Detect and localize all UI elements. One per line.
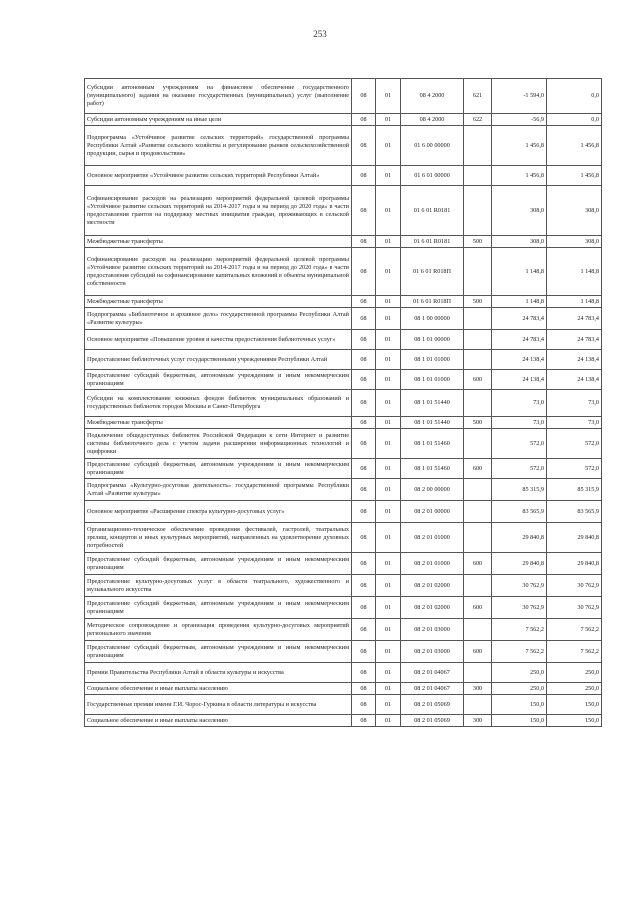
row-expense-type-code: [464, 308, 492, 330]
row-expense-type-code: 500: [464, 296, 492, 308]
row-section-code: 08: [352, 641, 376, 663]
row-section-code: 08: [352, 350, 376, 370]
row-amount-1: 73,0: [492, 390, 547, 417]
row-subsection-code: 01: [376, 186, 401, 236]
row-section-code: 08: [352, 523, 376, 553]
row-target-article-code: 08 2 01 02000: [401, 575, 464, 597]
row-section-code: 08: [352, 248, 376, 296]
row-expense-type-code: 600: [464, 641, 492, 663]
row-expense-type-code: 600: [464, 459, 492, 479]
row-section-code: 08: [352, 308, 376, 330]
row-name: Софинансирование расходов на реализацию мероприятий федеральной целевой программы «Устойчивое развитие сельских территорий на 2014-2017 годы и на период до 2020 года» в части предоставления грантов на поддержку местных инициатив граждан, проживающих в сельской местности: [85, 186, 352, 236]
row-subsection-code: 01: [376, 501, 401, 523]
row-expense-type-code: [464, 126, 492, 166]
row-amount-1: 24 783,4: [492, 308, 547, 330]
table-row: [85, 715, 602, 727]
row-amount-2: 24 138,4: [547, 370, 602, 390]
row-subsection-code: 01: [376, 695, 401, 715]
row-amount-2: 7 562,2: [547, 641, 602, 663]
row-subsection-code: 01: [376, 236, 401, 248]
row-section-code: 08: [352, 390, 376, 417]
row-section-code: 08: [352, 236, 376, 248]
table-row: [85, 597, 602, 619]
row-subsection-code: 01: [376, 619, 401, 641]
row-name: Предоставление субсидий бюджетным, автономным учреждениям и иным некоммерческим организациям: [85, 370, 352, 390]
table-row: [85, 479, 602, 501]
row-expense-type-code: [464, 479, 492, 501]
row-amount-2: 24 783,4: [547, 308, 602, 330]
row-amount-1: -56,9: [492, 114, 547, 126]
row-amount-2: 1 456,8: [547, 166, 602, 186]
row-target-article-code: 01 6 01 00000: [401, 166, 464, 186]
row-name: Подпрограмма «Устойчивое развитие сельских территорий» государственной программы Республики Алтай «Развитие сельского хозяйства и регулирование рынков сельскохозяйственной продукции, сырья и продовольствия»: [85, 126, 352, 166]
row-section-code: 08: [352, 575, 376, 597]
row-section-code: 08: [352, 597, 376, 619]
row-name: Премии Правительства Республики Алтай в области культуры и искусства: [85, 663, 352, 683]
row-name: Основное мероприятие «Расширение спектра культурно-досуговых услуг»: [85, 501, 352, 523]
row-expense-type-code: 600: [464, 597, 492, 619]
row-target-article-code: 08 4 2000: [401, 114, 464, 126]
row-target-article-code: 08 1 01 00000: [401, 330, 464, 350]
row-expense-type-code: [464, 186, 492, 236]
row-subsection-code: 01: [376, 715, 401, 727]
row-amount-1: 30 762,9: [492, 597, 547, 619]
row-section-code: 08: [352, 619, 376, 641]
row-subsection-code: 01: [376, 663, 401, 683]
row-amount-2: 308,0: [547, 186, 602, 236]
row-amount-1: 85 315,9: [492, 479, 547, 501]
row-subsection-code: 01: [376, 641, 401, 663]
table-row: [85, 683, 602, 695]
row-amount-1: 83 565,9: [492, 501, 547, 523]
row-subsection-code: 01: [376, 459, 401, 479]
row-section-code: 08: [352, 715, 376, 727]
row-amount-2: 250,0: [547, 683, 602, 695]
row-target-article-code: 08 2 01 00000: [401, 501, 464, 523]
row-target-article-code: 08 2 01 04067: [401, 663, 464, 683]
row-name: Предоставление субсидий бюджетным, автономным учреждениям и иным некоммерческим организациям: [85, 459, 352, 479]
row-amount-1: 150,0: [492, 695, 547, 715]
row-name: Субсидии на комплектование книжных фондов библиотек муниципальных образований и государственных библиотек городов Москвы и Санкт-Петербурга: [85, 390, 352, 417]
row-name: Межбюджетные трансферты: [85, 296, 352, 308]
row-expense-type-code: [464, 663, 492, 683]
row-subsection-code: 01: [376, 575, 401, 597]
row-section-code: 08: [352, 683, 376, 695]
row-subsection-code: 01: [376, 417, 401, 429]
row-subsection-code: 01: [376, 126, 401, 166]
row-amount-1: 572,0: [492, 459, 547, 479]
table-row: [85, 417, 602, 429]
row-name: Методическое сопровождение и организация проведения культурно-досуговых мероприятий регионального значения: [85, 619, 352, 641]
row-name: Межбюджетные трансферты: [85, 236, 352, 248]
row-amount-2: 1 456,8: [547, 126, 602, 166]
row-expense-type-code: 300: [464, 683, 492, 695]
row-name: Предоставление субсидий бюджетным, автономным учреждениям и иным некоммерческим организациям: [85, 597, 352, 619]
row-expense-type-code: [464, 390, 492, 417]
row-target-article-code: 08 1 01 51460: [401, 429, 464, 459]
row-subsection-code: 01: [376, 523, 401, 553]
row-amount-2: 0,0: [547, 114, 602, 126]
budget-table-body: [85, 79, 602, 727]
row-target-article-code: 08 1 01 01000: [401, 370, 464, 390]
table-row: [85, 186, 602, 236]
row-target-article-code: 08 2 01 03000: [401, 619, 464, 641]
row-target-article-code: 08 1 01 51440: [401, 417, 464, 429]
row-target-article-code: 01 6 01 R018П: [401, 296, 464, 308]
table-row: [85, 429, 602, 459]
table-row: [85, 330, 602, 350]
row-amount-2: 150,0: [547, 695, 602, 715]
table-row: [85, 370, 602, 390]
row-name: Субсидии автономным учреждениям на иные цели: [85, 114, 352, 126]
table-row: [85, 501, 602, 523]
row-section-code: 08: [352, 296, 376, 308]
row-target-article-code: 08 4 2000: [401, 79, 464, 114]
row-amount-2: 29 840,8: [547, 523, 602, 553]
row-amount-2: 1 148,8: [547, 248, 602, 296]
row-subsection-code: 01: [376, 683, 401, 695]
row-section-code: 08: [352, 417, 376, 429]
table-row: [85, 236, 602, 248]
row-expense-type-code: [464, 350, 492, 370]
row-section-code: 08: [352, 330, 376, 350]
row-subsection-code: 01: [376, 308, 401, 330]
table-row: [85, 695, 602, 715]
row-expense-type-code: 500: [464, 417, 492, 429]
row-section-code: 08: [352, 479, 376, 501]
row-target-article-code: 01 6 00 00000: [401, 126, 464, 166]
row-subsection-code: 01: [376, 330, 401, 350]
row-name: Предоставление субсидий бюджетным, автономным учреждениям и иным некоммерческим организациям: [85, 641, 352, 663]
row-amount-2: 0,0: [547, 79, 602, 114]
row-target-article-code: 08 1 01 51440: [401, 390, 464, 417]
row-amount-1: 24 138,4: [492, 350, 547, 370]
row-subsection-code: 01: [376, 390, 401, 417]
row-subsection-code: 01: [376, 597, 401, 619]
row-amount-2: 308,0: [547, 236, 602, 248]
row-amount-2: 24 783,4: [547, 330, 602, 350]
row-name: Предоставление субсидий бюджетным, автономным учреждениям и иным некоммерческим организациям: [85, 553, 352, 575]
row-name: Государственные премии имени Г.И. Чорос-Гуркина в области литературы и искусства: [85, 695, 352, 715]
row-target-article-code: 08 2 01 04067: [401, 683, 464, 695]
row-name: Основное мероприятие «Повышение уровня и качества предоставления библиотечных услуг»: [85, 330, 352, 350]
row-amount-2: 572,0: [547, 459, 602, 479]
row-target-article-code: 08 2 01 03000: [401, 641, 464, 663]
row-amount-1: 73,0: [492, 417, 547, 429]
table-row: [85, 126, 602, 166]
row-expense-type-code: 600: [464, 370, 492, 390]
table-row: [85, 575, 602, 597]
row-subsection-code: 01: [376, 479, 401, 501]
row-amount-1: 30 762,9: [492, 575, 547, 597]
row-name: Предоставление культурно-досуговых услуг в области театрального, художественного и музыкального искусства: [85, 575, 352, 597]
row-amount-1: -1 594,0: [492, 79, 547, 114]
row-subsection-code: 01: [376, 248, 401, 296]
row-section-code: 08: [352, 663, 376, 683]
table-row: [85, 248, 602, 296]
row-expense-type-code: [464, 429, 492, 459]
table-row: [85, 308, 602, 330]
row-name: Предоставление библиотечных услуг государственными учреждениями Республики Алтай: [85, 350, 352, 370]
row-amount-2: 29 840,8: [547, 553, 602, 575]
row-section-code: 08: [352, 166, 376, 186]
row-expense-type-code: 622: [464, 114, 492, 126]
row-amount-2: 85 315,9: [547, 479, 602, 501]
row-name: Основное мероприятие «Устойчивое развитие сельских территорий Республики Алтай»: [85, 166, 352, 186]
row-amount-2: 7 562,2: [547, 619, 602, 641]
row-name: Подключение общедоступных библиотек Российской Федерации к сети Интернет и развитие системы библиотечного дела с учетом задачи расширения информационных технологий и оцифровки: [85, 429, 352, 459]
row-section-code: 08: [352, 695, 376, 715]
row-amount-2: 30 762,9: [547, 597, 602, 619]
row-target-article-code: 08 2 00 00000: [401, 479, 464, 501]
row-amount-2: 24 138,4: [547, 350, 602, 370]
row-subsection-code: 01: [376, 166, 401, 186]
row-name: Подпрограмма «Библиотечное и архивное дело» государственной программы Республики Алтай «Развитие культуры»: [85, 308, 352, 330]
row-target-article-code: 08 2 01 05069: [401, 695, 464, 715]
table-row: [85, 350, 602, 370]
row-amount-1: 308,0: [492, 236, 547, 248]
row-section-code: 08: [352, 501, 376, 523]
row-section-code: 08: [352, 459, 376, 479]
row-expense-type-code: [464, 523, 492, 553]
row-amount-1: 1 456,8: [492, 126, 547, 166]
row-name: Социальное обеспечение и иные выплаты населению: [85, 683, 352, 695]
row-amount-2: 83 565,9: [547, 501, 602, 523]
table-row: [85, 79, 602, 114]
row-name: Социальное обеспечение и иные выплаты населению: [85, 715, 352, 727]
row-amount-2: 73,0: [547, 390, 602, 417]
budget-table: [84, 78, 602, 727]
row-name: Субсидии автономным учреждениям на финансовое обеспечение государственного (муниципального) задания на оказание государственных (муниципальных) услуг (выполнение работ): [85, 79, 352, 114]
row-subsection-code: 01: [376, 553, 401, 575]
row-name: Организационно-техническое обеспечение проведения фестивалей, гастролей, театральных зрелищ, концертов и иных культурных мероприятий, направленных на удовлетворение духовных потребностей: [85, 523, 352, 553]
row-target-article-code: 08 1 00 00000: [401, 308, 464, 330]
row-amount-1: 7 562,2: [492, 641, 547, 663]
row-target-article-code: 01 6 01 R018П: [401, 248, 464, 296]
row-subsection-code: 01: [376, 429, 401, 459]
row-amount-1: 250,0: [492, 683, 547, 695]
row-amount-1: 24 138,4: [492, 370, 547, 390]
row-subsection-code: 01: [376, 370, 401, 390]
table-row: [85, 663, 602, 683]
row-expense-type-code: [464, 330, 492, 350]
row-amount-1: 1 148,8: [492, 296, 547, 308]
row-subsection-code: 01: [376, 296, 401, 308]
page-number: 253: [313, 29, 327, 39]
row-expense-type-code: [464, 695, 492, 715]
row-amount-1: 29 840,8: [492, 553, 547, 575]
row-expense-type-code: [464, 619, 492, 641]
table-row: [85, 459, 602, 479]
row-amount-1: 308,0: [492, 186, 547, 236]
row-subsection-code: 01: [376, 350, 401, 370]
row-amount-2: 250,0: [547, 663, 602, 683]
row-amount-2: 150,0: [547, 715, 602, 727]
row-amount-2: 30 762,9: [547, 575, 602, 597]
row-amount-1: 250,0: [492, 663, 547, 683]
row-target-article-code: 08 1 01 51460: [401, 459, 464, 479]
row-amount-1: 7 562,2: [492, 619, 547, 641]
row-amount-1: 1 456,8: [492, 166, 547, 186]
table-row: [85, 523, 602, 553]
row-expense-type-code: 600: [464, 553, 492, 575]
row-section-code: 08: [352, 553, 376, 575]
row-subsection-code: 01: [376, 79, 401, 114]
table-row: [85, 619, 602, 641]
table-row: [85, 553, 602, 575]
row-expense-type-code: [464, 575, 492, 597]
row-target-article-code: 08 1 01 01000: [401, 350, 464, 370]
row-amount-2: 572,0: [547, 429, 602, 459]
row-expense-type-code: [464, 248, 492, 296]
row-section-code: 08: [352, 79, 376, 114]
table-row: [85, 114, 602, 126]
row-target-article-code: 08 2 01 02000: [401, 597, 464, 619]
row-section-code: 08: [352, 114, 376, 126]
row-amount-1: 29 840,8: [492, 523, 547, 553]
table-row: [85, 296, 602, 308]
row-target-article-code: 01 6 01 R0181: [401, 186, 464, 236]
table-row: [85, 641, 602, 663]
row-target-article-code: 08 2 01 01000: [401, 553, 464, 575]
row-amount-1: 572,0: [492, 429, 547, 459]
row-section-code: 08: [352, 186, 376, 236]
row-subsection-code: 01: [376, 114, 401, 126]
row-amount-2: 73,0: [547, 417, 602, 429]
table-row: [85, 390, 602, 417]
row-section-code: 08: [352, 429, 376, 459]
row-amount-1: 24 783,4: [492, 330, 547, 350]
row-name: Софинансирование расходов на реализацию мероприятий федеральной целевой программы «Устойчивое развитие сельских территорий на 2014-2017 годы и на период до 2020 года» в части предоставления субсидий на софинансирование капитальных вложений в объекты муниципальной собственности: [85, 248, 352, 296]
table-row: [85, 166, 602, 186]
row-expense-type-code: 300: [464, 715, 492, 727]
row-expense-type-code: 500: [464, 236, 492, 248]
row-amount-1: 150,0: [492, 715, 547, 727]
row-expense-type-code: [464, 166, 492, 186]
row-target-article-code: 01 6 01 R0181: [401, 236, 464, 248]
row-name: Межбюджетные трансферты: [85, 417, 352, 429]
row-target-article-code: 08 2 01 01000: [401, 523, 464, 553]
row-amount-2: 1 148,8: [547, 296, 602, 308]
row-section-code: 08: [352, 126, 376, 166]
row-amount-1: 1 148,8: [492, 248, 547, 296]
row-target-article-code: 08 2 01 05069: [401, 715, 464, 727]
row-name: Подпрограмма «Культурно-досуговая деятельность» государственной программы Республики Алтай «Развитие культуры»: [85, 479, 352, 501]
row-expense-type-code: 621: [464, 79, 492, 114]
row-expense-type-code: [464, 501, 492, 523]
row-section-code: 08: [352, 370, 376, 390]
